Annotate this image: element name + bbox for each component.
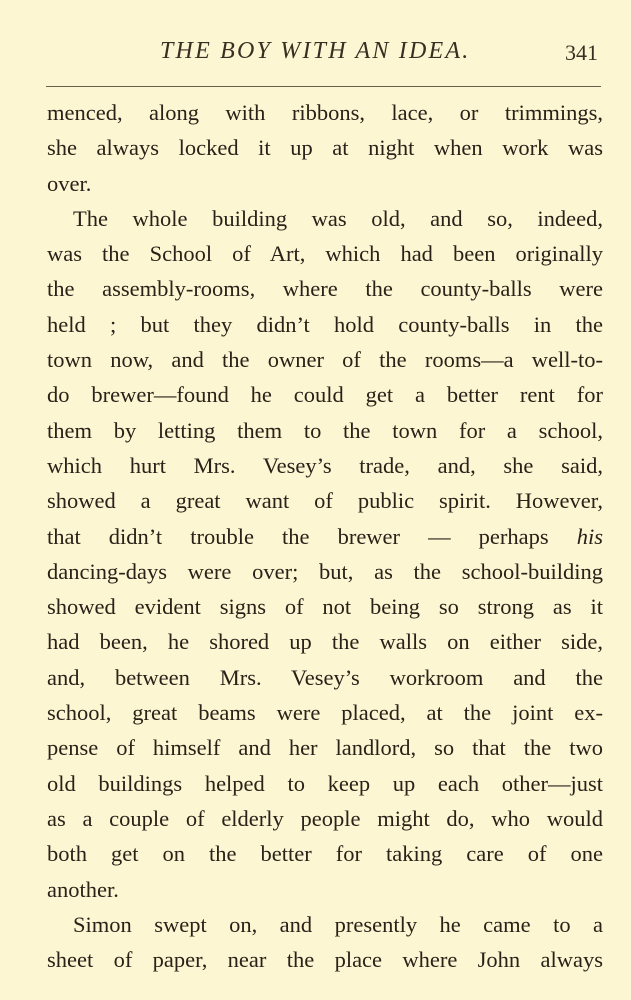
text-line: which hurt Mrs. Vesey’s trade, and, she said, [47,452,603,478]
text-line: over. [47,170,92,196]
text-line: she always locked it up at night when work was [47,135,603,161]
text-line: had been, he shored up the walls on either side, [47,629,603,655]
text-line: showed evident signs of not being so strong as it [47,594,603,620]
italic-word: his [576,523,603,549]
text-line: do brewer—found he could get a better rent for [47,382,603,408]
text-line: pense of himself and her landlord, so that the two [47,735,603,761]
text-line: showed a great want of public spirit. However, [47,488,603,514]
text-line: the assembly-rooms, where the county-balls were [47,276,603,302]
text-line: dancing-days were over; but, as the school-building [47,558,603,584]
text-line: Simon swept on, and presently he came to a [73,911,603,937]
text-line: as a couple of elderly people might do, who would [47,805,603,831]
header-rule [46,86,601,87]
text-line: town now, and the owner of the rooms—a well-to- [47,347,603,373]
body-text [47,95,603,977]
text-line: sheet of paper, near the place where John always [47,947,603,973]
text-line-with-italic [47,519,603,554]
text-line-main: that didn’t trouble the brewer — perhaps [47,523,549,549]
text-line: school, great beams were placed, at the joint ex- [47,700,603,726]
page-number: 341 [565,40,598,65]
text-line: them by letting them to the town for a school, [47,417,603,443]
text-line: both get on the better for taking care of one [47,841,603,867]
text-line: another. [47,876,119,902]
running-head [0,38,631,78]
text-line: The whole building was old, and so, indeed, [73,205,603,231]
text-line: held ; but they didn’t hold county-balls in the [47,311,603,337]
text-line: and, between Mrs. Vesey’s workroom and the [47,664,603,690]
text-line: menced, along with ribbons, lace, or trimmings, [47,100,603,125]
text-line: was the School of Art, which had been originally [47,241,603,267]
text-line: old buildings helped to keep up each other—just [47,770,603,796]
running-title: THE BOY WITH AN IDEA. [160,38,471,64]
